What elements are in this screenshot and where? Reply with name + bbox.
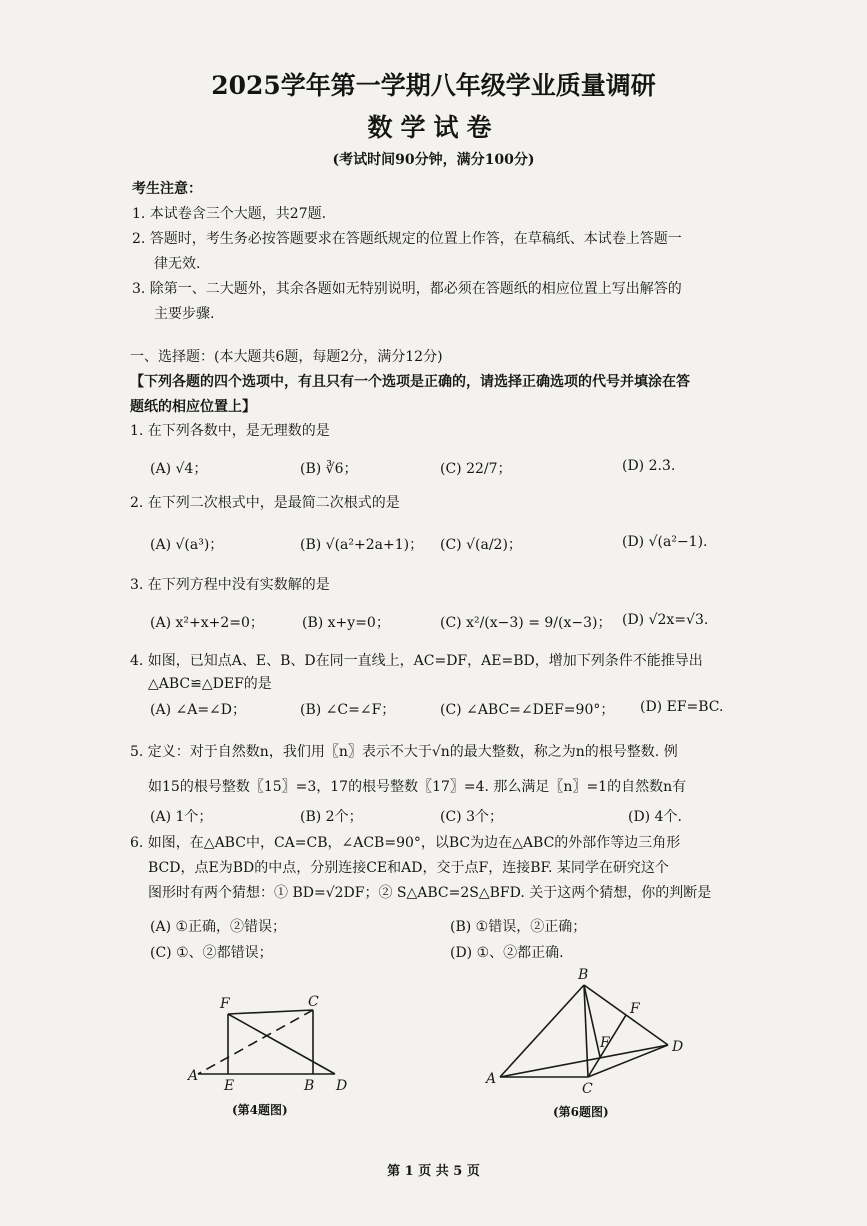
figure-6 — [480, 965, 710, 1095]
fig4-label-a: A — [188, 1068, 199, 1084]
q4-option-c: (C) ∠ABC=∠DEF=90°； — [440, 702, 615, 718]
fig4-label-c: C — [308, 994, 319, 1010]
notice-line-2b: 律无效. — [154, 256, 201, 272]
q6-option-c: (C) ①、②都错误； — [150, 945, 273, 961]
q2-option-b: (B) √(a²+2a+1)； — [300, 537, 424, 553]
notice-line-2a: 2. 答题时，考生务必按答题要求在答题纸规定的位置上作答，在草稿纸、本试卷上答题一 — [132, 231, 682, 247]
q1-stem: 1. 在下列各数中，是无理数的是 — [130, 423, 330, 439]
q5-option-a: (A) 1个； — [150, 809, 213, 825]
fig4-label-b: B — [304, 1078, 315, 1094]
fig4-label-f: F — [220, 996, 230, 1012]
q6-option-b: (B) ①错误，②正确； — [450, 919, 587, 935]
fig4-line-fc — [228, 1010, 313, 1014]
q6-stem-c: 图形时有两个猜想：① BD=√2DF；② S△ABC=2S△BFD. 关于这两个猜想，你的判断是 — [148, 885, 712, 901]
figure-4-caption: (第4题图) — [232, 1103, 288, 1117]
section-instruction-a: 【下列各题的四个选项中，有且只有一个选项是正确的，请选择正确选项的代号并填涂在答 — [130, 374, 690, 390]
q3-option-a: (A) x²+x+2=0； — [150, 615, 264, 631]
exam-subtitle: 数学试卷 — [367, 113, 500, 142]
q1-option-c: (C) 22/7； — [440, 461, 512, 477]
q3-option-c: (C) x²/(x−3) = 9/(x−3)； — [440, 615, 612, 631]
q4-option-d: (D) EF=BC. — [640, 699, 724, 715]
q4-stem-b: △ABC≌△DEF的是 — [148, 676, 272, 692]
figure-6-caption: (第6题图) — [553, 1105, 609, 1119]
q5-option-c: (C) 3个； — [440, 809, 503, 825]
section-heading: 一、选择题：(本大题共6题，每题2分，满分12分) — [130, 349, 443, 365]
fig4-line-fd — [228, 1014, 335, 1074]
q6-stem-b: BCD，点E为BD的中点，分别连接CE和AD，交于点F，连接BF. 某同学在研究这个 — [148, 860, 669, 876]
q3-stem: 3. 在下列方程中没有实数解的是 — [130, 577, 330, 593]
fig6-label-c: C — [582, 1081, 593, 1097]
exam-note: (考试时间90分钟，满分100分) — [332, 152, 535, 168]
fig6-label-b: B — [578, 967, 589, 983]
fig4-line-ca — [198, 1010, 313, 1074]
q6-option-a: (A) ①正确，②错误； — [150, 919, 287, 935]
q4-stem-a: 4. 如图，已知点A、E、B、D在同一直线上，AC=DF，AE=BD，增加下列条件不能推导出 — [130, 653, 703, 669]
q5-stem-a: 5. 定义：对于自然数n，我们用〖n〗表示不大于√n的最大整数，称之为n的根号整数. 例 — [130, 744, 678, 760]
q6-option-d: (D) ①、②都正确. — [450, 945, 564, 961]
q5-option-b: (B) 2个； — [300, 809, 363, 825]
q2-stem: 2. 在下列二次根式中，是最简二次根式的是 — [130, 495, 400, 511]
fig6-label-a: A — [486, 1071, 497, 1087]
q2-option-c: (C) √(a/2)； — [440, 537, 522, 553]
q5-stem-b: 如15的根号整数〖15〗=3，17的根号整数〖17〗=4. 那么满足〖n〗=1的自然数n有 — [148, 779, 687, 795]
fig4-label-e: E — [224, 1078, 235, 1094]
notice-heading: 考生注意： — [132, 181, 202, 197]
q3-option-b: (B) x+y=0； — [302, 615, 390, 631]
q4-option-b: (B) ∠C=∠F； — [300, 702, 396, 718]
q4-option-a: (A) ∠A=∠D； — [150, 702, 247, 718]
fig4-label-d: D — [336, 1078, 348, 1094]
q6-stem-a: 6. 如图，在△ABC中，CA=CB，∠ACB=90°，以BC为边在△ABC的外部作等边三角形 — [130, 835, 681, 851]
q5-option-d: (D) 4个. — [628, 809, 682, 825]
notice-line-3a: 3. 除第一、二大题外，其余各题如无特别说明，都必须在答题纸的相应位置上写出解答的 — [132, 281, 682, 297]
q2-option-a: (A) √(a³)； — [150, 537, 224, 553]
exam-title: 2025学年第一学期八年级学业质量调研 — [211, 71, 656, 100]
q3-option-d: (D) √2x=√3. — [622, 612, 709, 628]
q1-option-d: (D) 2.3̇. — [622, 458, 676, 474]
figure-4 — [180, 990, 370, 1100]
q1-option-a: (A) √4； — [150, 461, 208, 477]
fig6-label-f: F — [600, 1035, 610, 1051]
q2-option-d: (D) √(a²−1). — [622, 534, 708, 550]
fig6-label-e: F — [630, 1001, 640, 1017]
section-instruction-b: 题纸的相应位置上】 — [130, 399, 256, 415]
notice-line-1: 1. 本试卷含三个大题，共27题. — [132, 206, 327, 222]
page-number: 第 1 页 共 5 页 — [387, 1164, 480, 1179]
q1-option-b: (B) ∛6； — [300, 461, 358, 477]
notice-line-3b: 主要步骤. — [154, 306, 215, 322]
fig6-label-d: D — [672, 1039, 684, 1055]
